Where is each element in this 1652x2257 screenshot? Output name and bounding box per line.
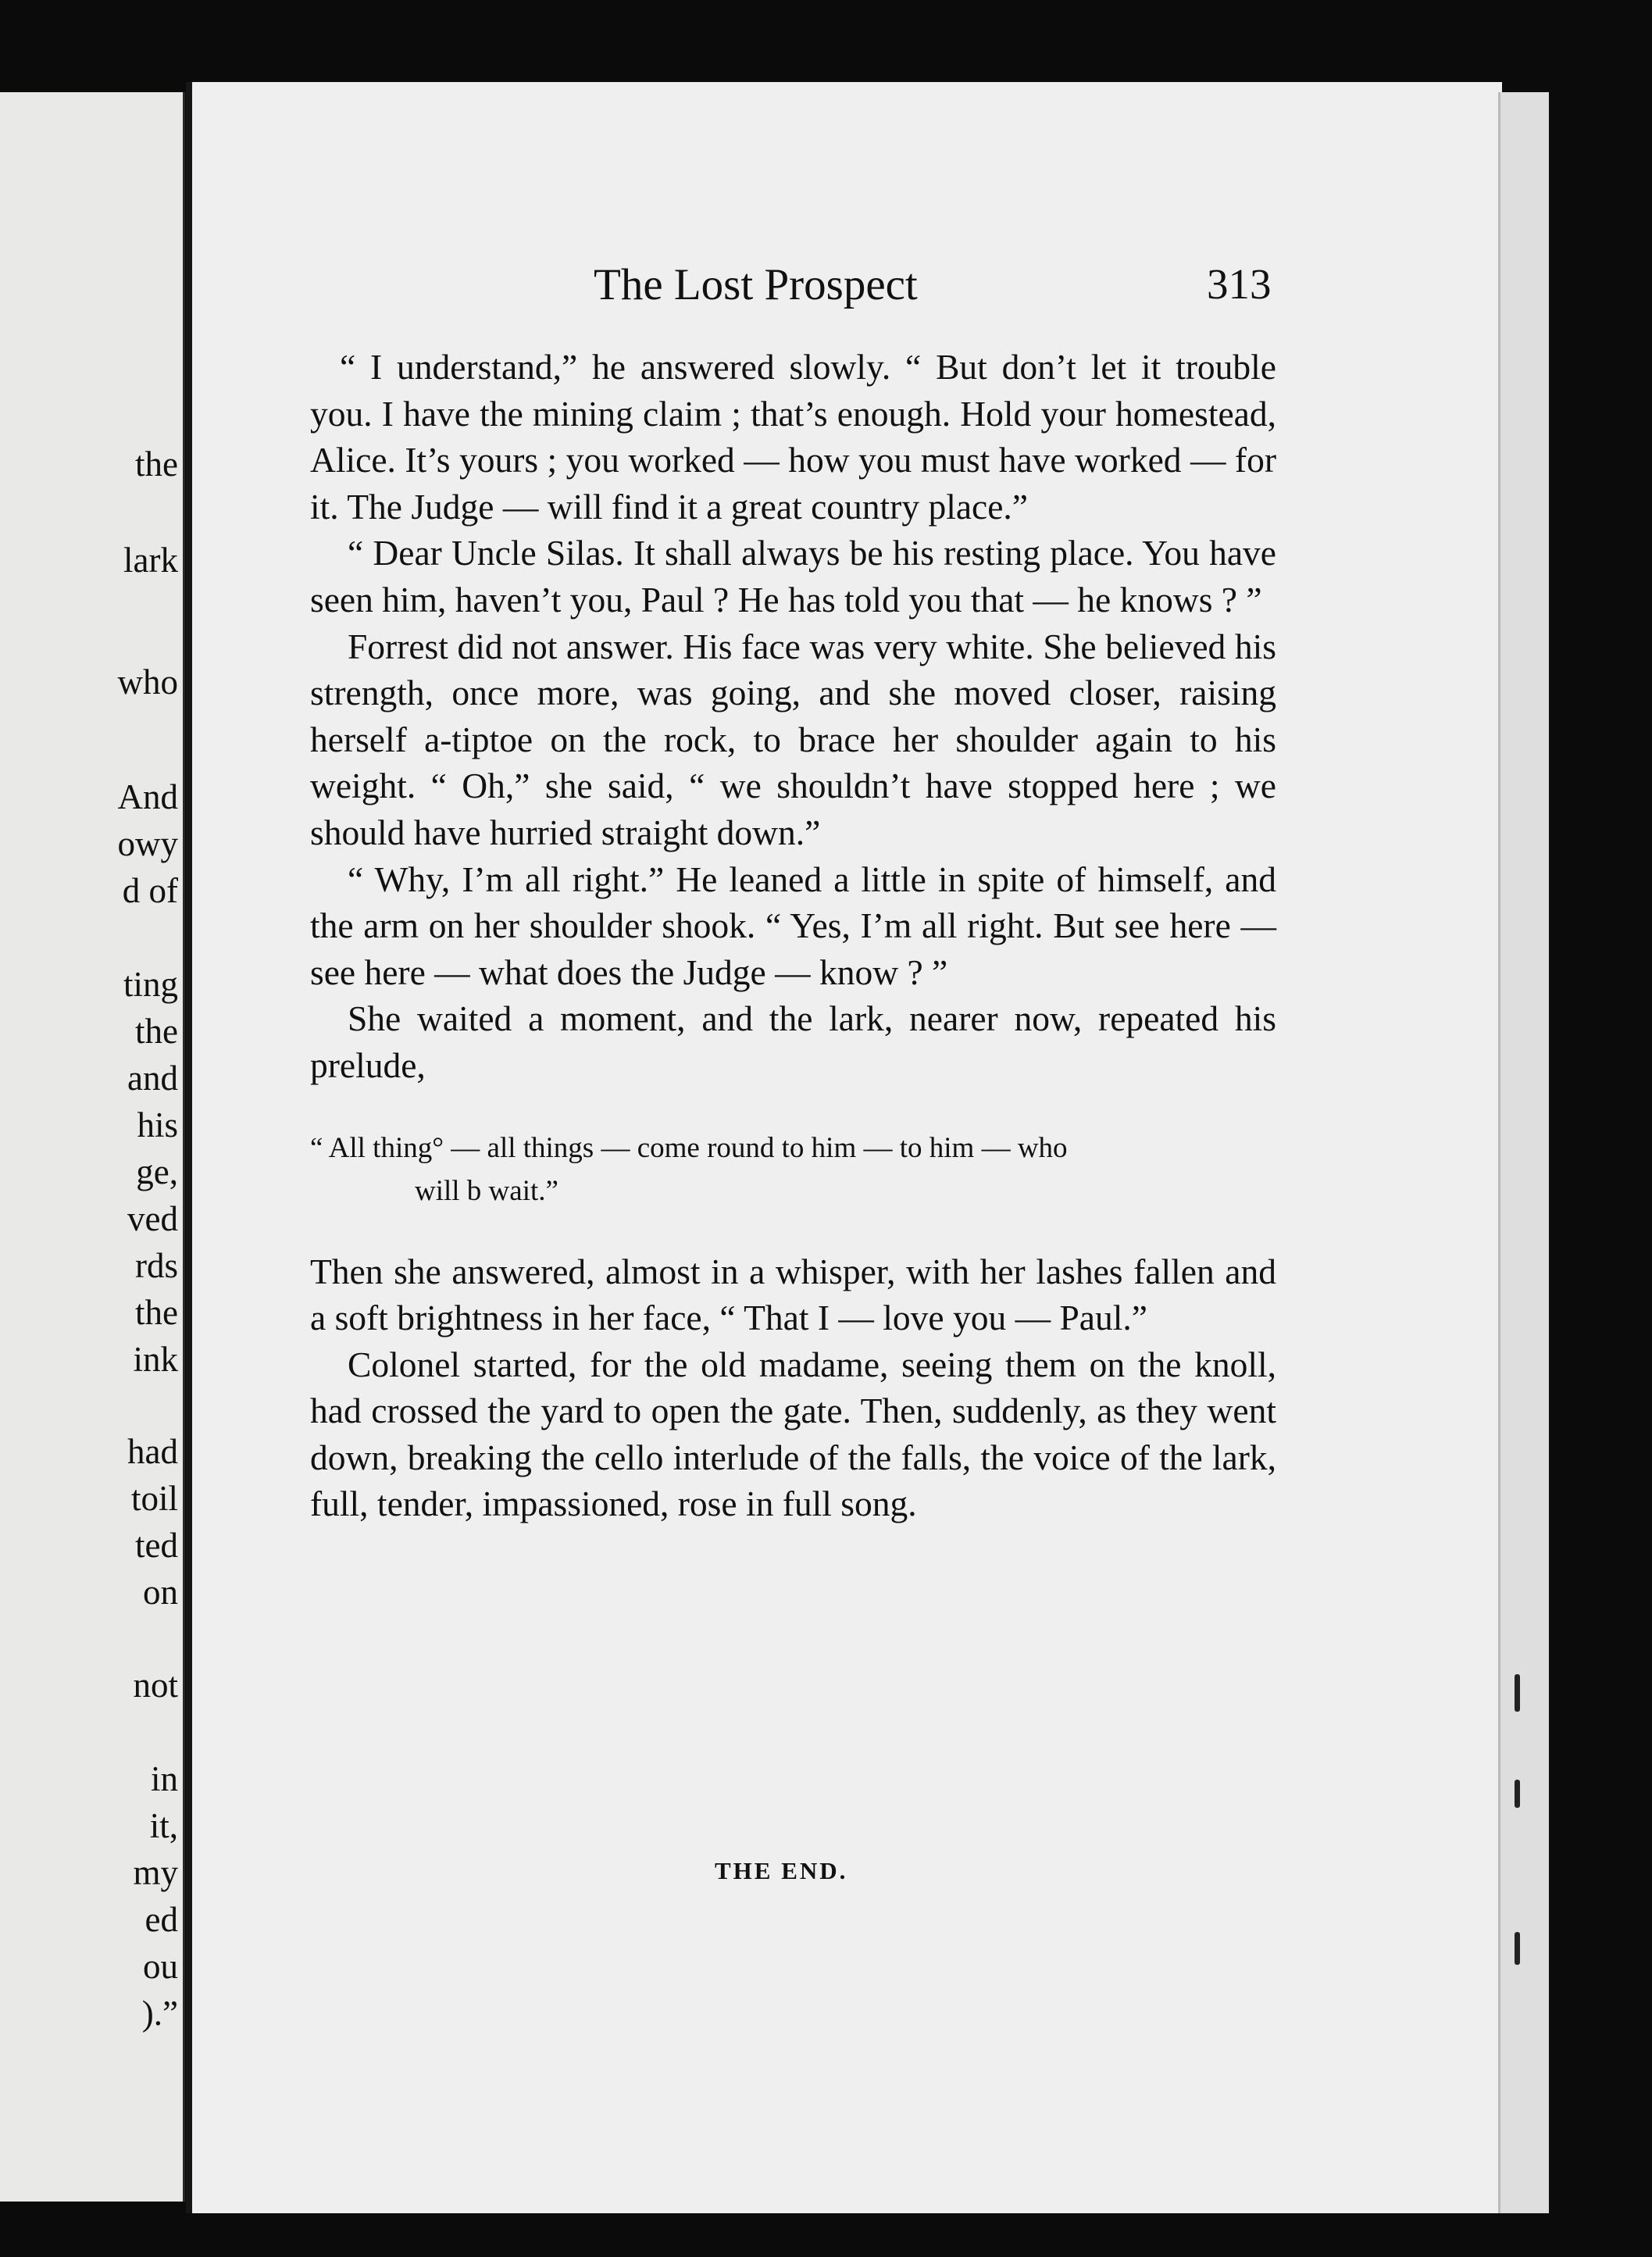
verse-line: “ All thing° — all things — come round to him — to him — who xyxy=(310,1131,1068,1164)
facing-page-fragment: in xyxy=(150,1759,178,1798)
paragraph: “ I understand,” he answered slowly. “ But don’t let it trouble you. I have the mining claim ; that’s enough. Hold your homestead, Alice. It’s yours ; you worked — how you must have worked — for it. The Judge — will find it a great country place.” xyxy=(310,347,1276,527)
facing-page-fragment: my xyxy=(133,1853,178,1892)
facing-page-fragment: toil xyxy=(130,1479,178,1518)
the-end-label: THE END. xyxy=(715,1857,848,1884)
paragraph: Forrest did not answer. His face was very white. She believed his strength, once more, was going, and she moved closer, raising herself a-tiptoe on the rock, to brace her shoulder again to his weight. “ Oh,” she said, “ we shouldn’t have stopped here ; we should have hurried straight down.” xyxy=(310,626,1276,852)
body-text xyxy=(310,344,1276,1527)
facing-page-fragment: on xyxy=(143,1573,178,1612)
paragraph: She waited a moment, and the lark, nearer now, repeated his prelude, xyxy=(310,998,1276,1085)
facing-page-fragment: ting xyxy=(123,965,178,1004)
facing-page-fragment: the xyxy=(135,1293,178,1332)
facing-page-fragment: the xyxy=(135,445,178,484)
facing-page xyxy=(0,92,185,2202)
paragraph: Colonel started, for the old madame, seeing them on the knoll, had crossed the yard to open the gate. Then, suddenly, as they went down, breaking the cello interlude of the falls, the voice of the lark, full, tender, impassioned, rose in full song. xyxy=(310,1344,1276,1524)
paragraph: “ Why, I’m all right.” He leaned a little in spite of himself, and the arm on her shoulder shook. “ Yes, I’m all right. But see here — see here — what does the Judge — know ? ” xyxy=(310,859,1276,992)
facing-page-fragment: ed xyxy=(145,1900,178,1939)
facing-page-fragment: lark xyxy=(123,541,178,580)
facing-page-fragment: owy xyxy=(117,824,178,863)
facing-page-fragment: rds xyxy=(135,1246,178,1285)
facing-page-fragment: who xyxy=(117,662,178,702)
facing-page-fragment: the xyxy=(135,1012,178,1051)
verse-line: will b wait.” xyxy=(415,1174,558,1207)
edge-mark xyxy=(1515,1932,1520,1965)
facing-page-fragment: ved xyxy=(127,1199,178,1238)
facing-page-fragment: had xyxy=(127,1432,178,1471)
facing-page-fragment: it, xyxy=(149,1806,178,1845)
paragraph: “ Dear Uncle Silas. It shall always be his resting place. You have seen him, haven’t you, Paul ? He has told you that — he knows ? ” xyxy=(310,533,1276,620)
facing-page-fragment: ou xyxy=(143,1947,178,1986)
page-edge-strip xyxy=(1498,92,1549,2213)
facing-page-fragment: and xyxy=(127,1059,178,1098)
facing-page-fragment: ted xyxy=(135,1526,178,1565)
edge-mark xyxy=(1515,1780,1520,1808)
facing-page-fragment: ink xyxy=(133,1340,178,1379)
page-number: 313 xyxy=(1207,260,1272,308)
paragraph: Then she answered, almost in a whisper, with her lashes fallen and a soft brightness in her face, “ That I — love you — Paul.” xyxy=(310,1251,1276,1338)
facing-page-fragment: not xyxy=(133,1666,178,1705)
facing-page-fragment: his xyxy=(137,1105,178,1145)
facing-page-fragment: ge, xyxy=(136,1152,178,1191)
facing-page-fragment: ).” xyxy=(141,1994,178,2033)
facing-page-fragment: And xyxy=(117,777,178,816)
verse-quote xyxy=(310,1127,1276,1212)
running-head: The Lost Prospect xyxy=(594,260,918,309)
facing-page-fragment: d of xyxy=(122,871,178,910)
edge-mark xyxy=(1515,1674,1520,1712)
